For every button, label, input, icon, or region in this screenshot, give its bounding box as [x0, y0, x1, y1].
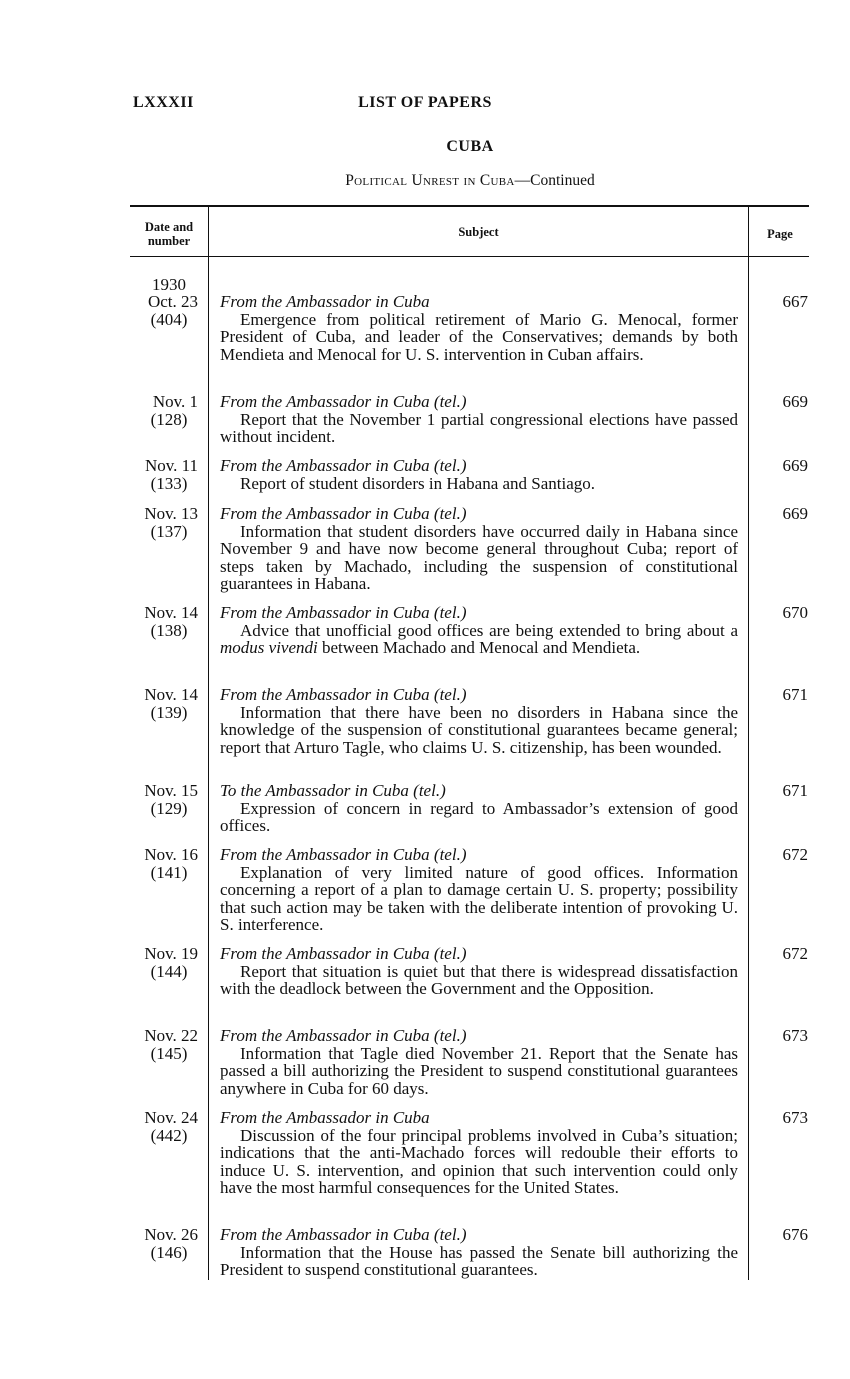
entry-description	[220, 622, 738, 657]
entry-subject	[220, 293, 738, 363]
running-head	[0, 94, 850, 116]
entry-date: Nov. 15	[144, 781, 198, 800]
entry-date: Nov. 1	[152, 392, 198, 411]
entry-subject	[220, 604, 738, 657]
entry-source: From the Ambassador in Cuba (tel.)	[220, 845, 467, 864]
entry-date: Nov. 14	[144, 603, 198, 622]
entry-description: Expression of concern in regard to Ambassador’s extension of good offices.	[220, 798, 738, 835]
section-continued: —Continued	[514, 172, 595, 189]
column-header-date: Date and number	[144, 220, 194, 248]
entry-page: 670	[782, 603, 808, 622]
entry-number: (146)	[150, 1242, 188, 1262]
year-label: 1930	[152, 275, 186, 294]
entry-source: From the Ambassador in Cuba (tel.)	[220, 944, 467, 963]
entry-subject	[220, 686, 738, 756]
entry-source: From the Ambassador in Cuba (tel.)	[220, 685, 467, 704]
entry-number: (139)	[150, 702, 188, 722]
entry-date: Nov. 13	[144, 504, 198, 523]
entry-subject	[220, 945, 738, 998]
entry-page: 671	[782, 781, 808, 800]
entry-description: Explanation of very limited nature of good offices. Information concerning a report of a plan to damage certain U. S. property; possibility that such action may be taken with the deliberate intention of provoking U. S. interference.	[220, 862, 738, 934]
entry-number: (141)	[150, 862, 188, 882]
entry-date: Nov. 11	[144, 456, 198, 475]
entry-description: Information that Tagle died November 21. Report that the Senate has passed a bill authorizing the President to suspend constitutional guarantees anywhere in Cuba for 60 days.	[220, 1043, 738, 1098]
entry-page: 673	[782, 1108, 808, 1127]
entry-page: 671	[782, 685, 808, 704]
entry-subject	[220, 1027, 738, 1097]
entry-page: 669	[782, 504, 808, 523]
entry-source: From the Ambassador in Cuba (tel.)	[220, 1225, 467, 1244]
entry-number: (129)	[150, 798, 188, 818]
entry-source: From the Ambassador in Cuba (tel.)	[220, 392, 467, 411]
entry-page: 669	[782, 456, 808, 475]
entry-number: (138)	[150, 620, 188, 640]
entry-subject	[220, 457, 738, 492]
section-heading	[280, 172, 660, 190]
entry-source: To the Ambassador in Cuba (tel.)	[220, 781, 446, 800]
entry-subject	[220, 846, 738, 934]
table-header-rule	[130, 256, 809, 257]
entry-subject	[220, 1109, 738, 1197]
entry-description: Discussion of the four principal problems involved in Cuba’s situation; indications that the anti-Machado forces will redouble their efforts to induce U. S. intervention, and opinion that such intervention could only have the most harmful consequences for the United States.	[220, 1125, 738, 1197]
entry-date: Nov. 24	[144, 1108, 198, 1127]
column-header-page: Page	[767, 227, 793, 241]
entry-source: From the Ambassador in Cuba	[220, 1108, 430, 1127]
entry-description: Report that the November 1 partial congressional elections have passed without incident.	[220, 409, 738, 446]
entry-date: Nov. 22	[144, 1026, 198, 1045]
page-folio: LXXXII	[133, 94, 194, 111]
entry-number: (133)	[150, 473, 188, 493]
entry-description: Report that situation is quiet but that there is widespread dissatisfaction with the deadlock between the Government and the Opposition.	[220, 961, 738, 998]
entry-date: Oct. 23	[147, 292, 198, 311]
entry-number: (442)	[150, 1125, 188, 1145]
entry-description-part: between Machado and Menocal and Mendieta.	[317, 638, 641, 657]
column-divider-left	[208, 206, 209, 1280]
entry-page: 672	[782, 944, 808, 963]
entry-description: Information that student disorders have occurred daily in Habana since November 9 and have now become general throughout Cuba; report of steps taken by Machado, including the suspension of constitutional guarantees in Habana.	[220, 521, 738, 593]
entry-source: From the Ambassador in Cuba (tel.)	[220, 504, 467, 523]
section-title: Political Unrest in Cuba	[345, 172, 515, 189]
entry-description-part: Advice that unofficial good offices are being extended to bring about a	[240, 620, 738, 640]
column-header-subject: Subject	[458, 225, 499, 239]
entry-description: Report of student disorders in Habana and Santiago.	[240, 473, 596, 493]
entry-source: From the Ambassador in Cuba (tel.)	[220, 603, 467, 622]
entry-subject	[220, 505, 738, 593]
entry-number: (404)	[150, 309, 188, 329]
entry-page: 673	[782, 1026, 808, 1045]
entry-subject	[220, 782, 738, 835]
entry-page: 676	[782, 1225, 808, 1244]
entry-page: 669	[782, 392, 808, 411]
entry-date: Nov. 16	[144, 845, 198, 864]
entry-date: Nov. 26	[144, 1225, 198, 1244]
entry-date: Nov. 14	[144, 685, 198, 704]
entry-source: From the Ambassador in Cuba (tel.)	[220, 456, 467, 475]
entry-number: (144)	[150, 961, 188, 981]
entry-description: Information that there have been no disorders in Habana since the knowledge of the suspension of constitutional guarantees became general; report that Arturo Tagle, who claims U. S. citizenship, has been wounded.	[220, 702, 738, 757]
column-divider-right	[748, 206, 749, 1280]
entry-page: 672	[782, 845, 808, 864]
entry-description: Information that the House has passed the Senate bill authorizing the President to suspend constitutional guarantees.	[220, 1242, 738, 1279]
entry-number: (137)	[150, 521, 188, 541]
entry-number: (145)	[150, 1043, 188, 1063]
entry-subject	[220, 1226, 738, 1279]
entry-number: (128)	[150, 409, 188, 429]
table-top-rule	[130, 205, 809, 207]
entry-source: From the Ambassador in Cuba	[220, 292, 430, 311]
running-title: LIST OF PAPERS	[358, 94, 492, 111]
entry-description: Emergence from political retirement of Mario G. Menocal, former President of Cuba, and leader of the Conservatives; demands by both Mendieta and Menocal for U. S. intervention in Cuban affairs.	[220, 309, 738, 364]
country-heading: CUBA	[446, 138, 494, 155]
entry-page: 667	[782, 292, 808, 311]
entry-source: From the Ambassador in Cuba (tel.)	[220, 1026, 467, 1045]
entry-description-italic: modus vivendi	[220, 638, 318, 657]
entry-date: Nov. 19	[144, 944, 198, 963]
entry-subject	[220, 393, 738, 446]
